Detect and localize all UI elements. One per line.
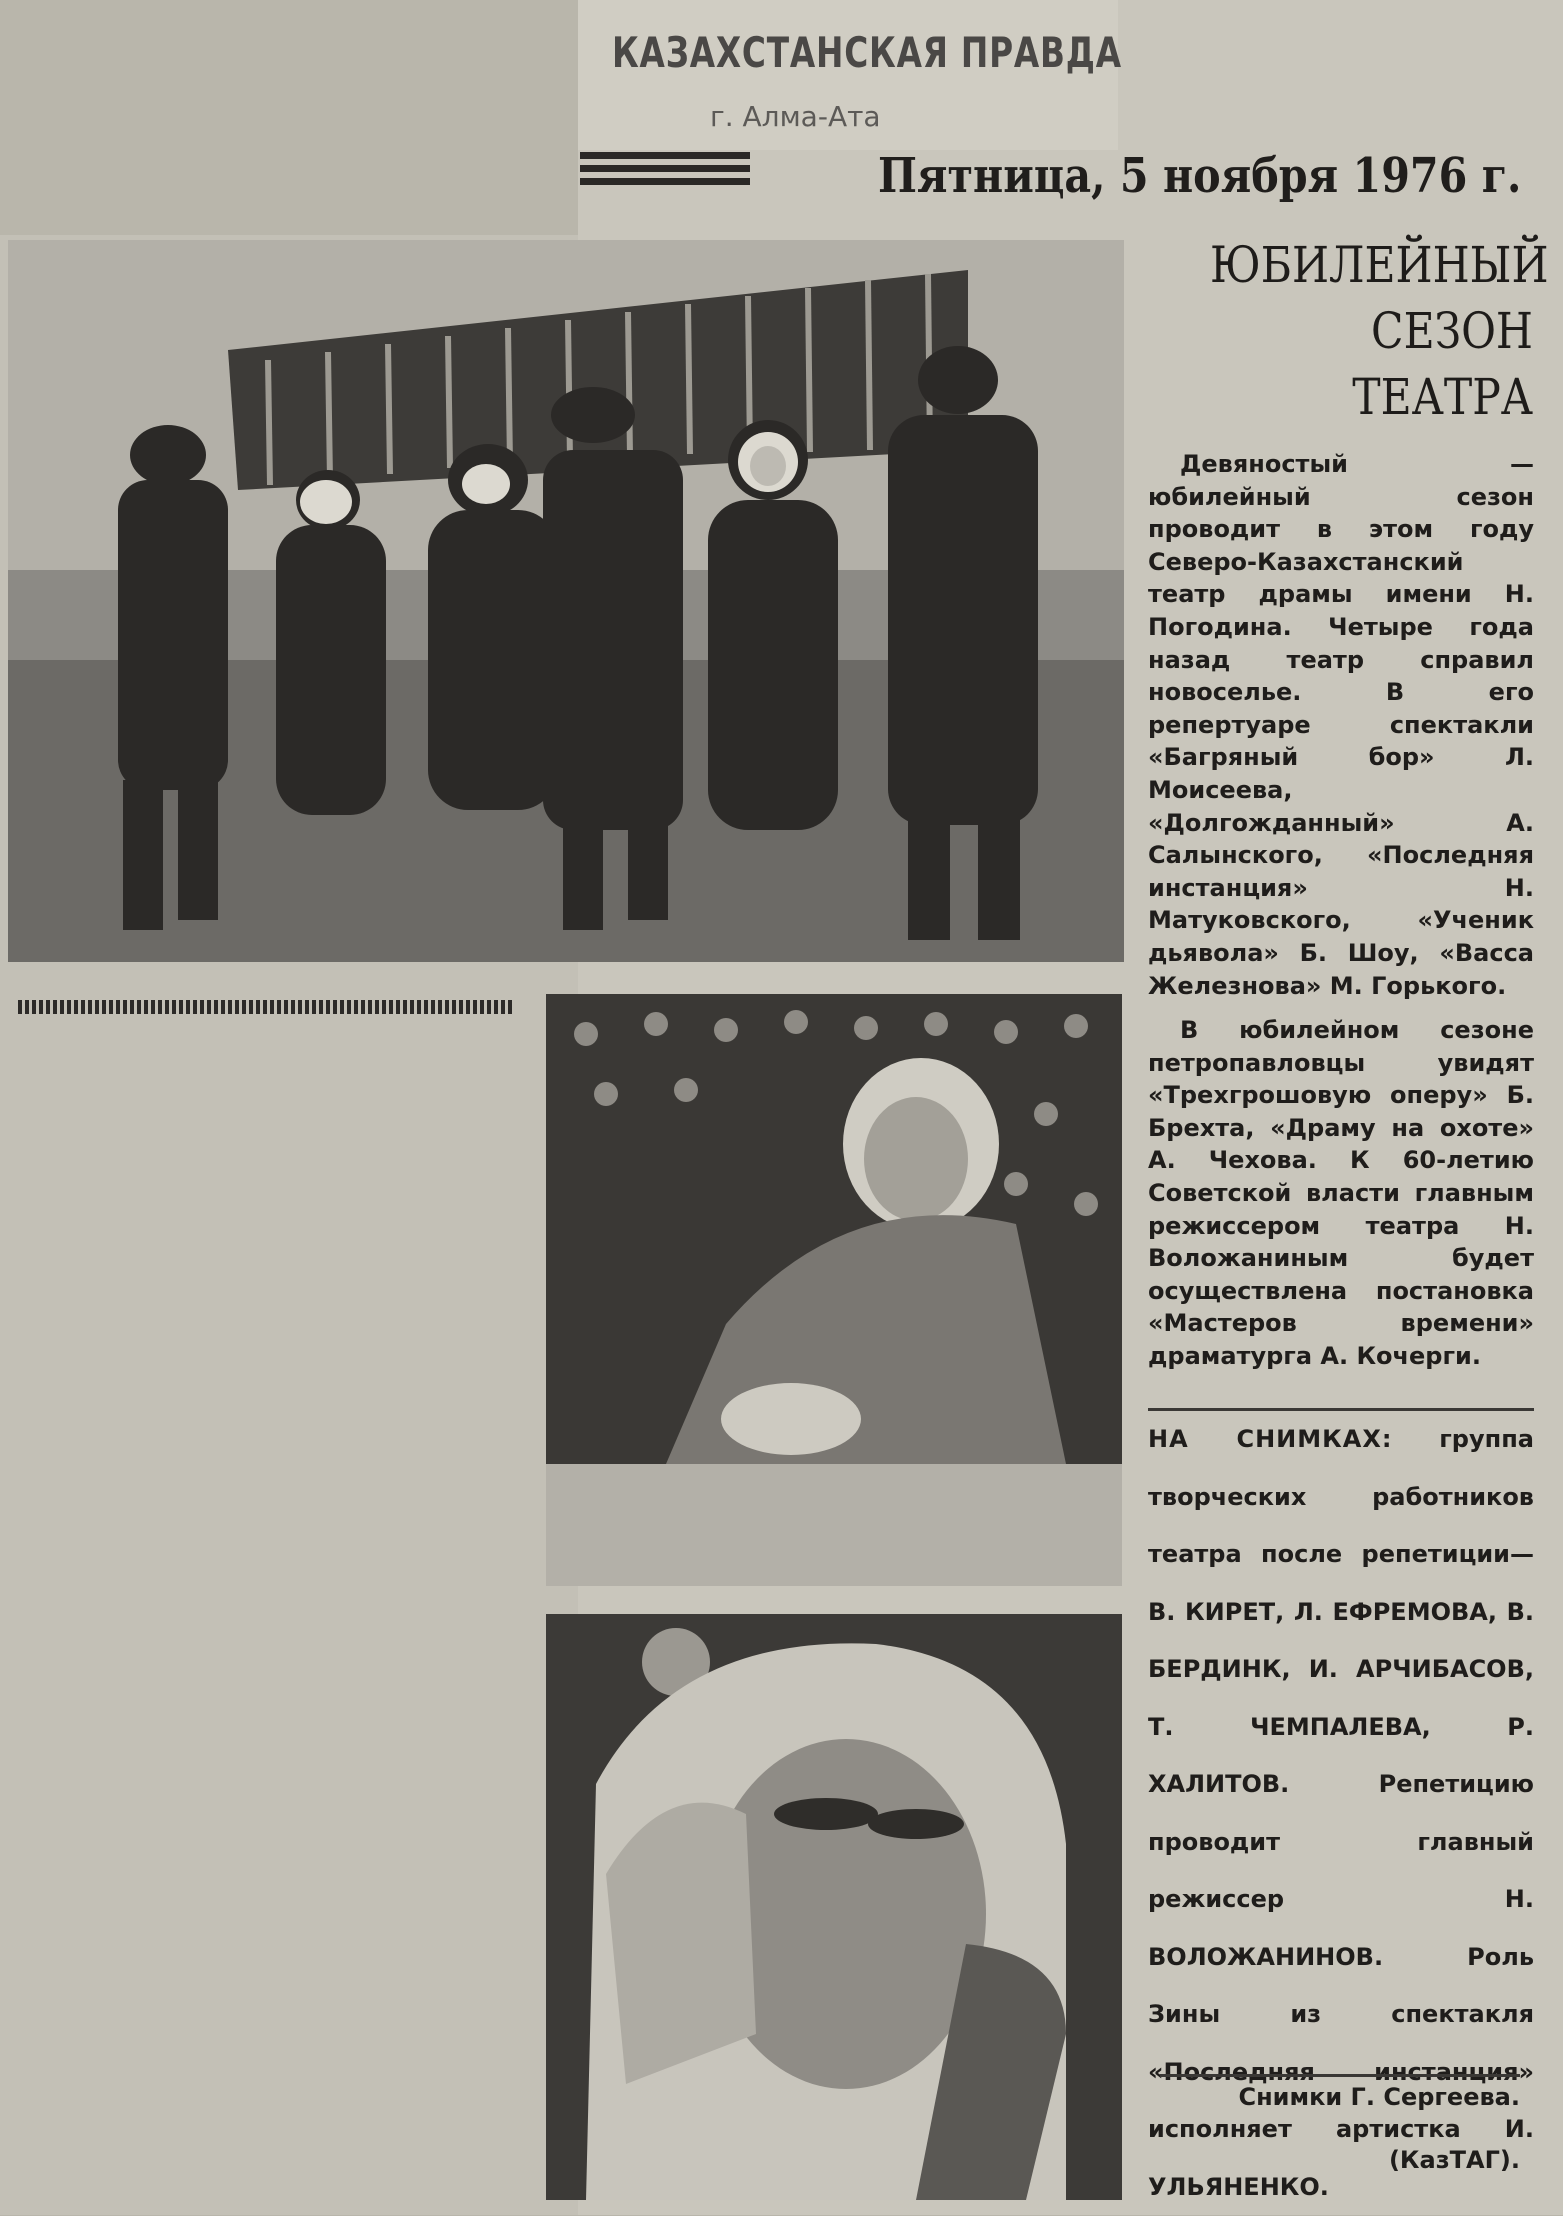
photo-credit: Снимки Г. Сергеева.	[1160, 2074, 1520, 2111]
caption-text: группа творческих работников театра после репетиции— В. КИРЕТ, Л. ЕФРЕМОВА, В. БЕРДИНК, И. АРЧИБАСОВ, Т. ЧЕМПАЛЕВА, Р. ХАЛИТОВ. Репетицию проводит главный режиссер Н. ВОЛОЖАНИНОВ. Роль Зины из спектакля «Последняя инстанция» исполняет артистка И. УЛЬЯНЕНКО.	[1148, 1425, 1534, 2201]
headline-line-1: ЮБИЛЕЙНЫЙ	[1210, 236, 1549, 294]
newspaper-stamp-title: КАЗАХСТАНСКАЯ ПРАВДА	[612, 28, 1122, 77]
photo-group-of-actors	[8, 240, 1124, 962]
photo-perforation-strip	[18, 1000, 512, 1014]
caption-lead: НА СНИМКАХ:	[1148, 1425, 1393, 1453]
headline-line-3: ТЕАТРА	[1352, 368, 1533, 426]
article-headline	[1210, 232, 1549, 430]
headline-line-2: СЕЗОН	[1371, 302, 1533, 360]
photo-director-rehearsal	[546, 994, 1122, 1586]
masthead-rules	[580, 152, 750, 191]
news-agency: (КазТАГ).	[1388, 2146, 1520, 2174]
photo-actress-portrait	[546, 1614, 1122, 2200]
issue-date: Пятница, 5 ноября 1976 г.	[878, 148, 1522, 204]
article-paragraph: В юбилейном сезоне петропавловцы увидят «Трехгрошовую оперу» Б. Брехта, «Драму на охоте» А. Чехова. К 60-летию Советской власти главным режиссером театра Н. Воложаниным будет осуществлена постановка «Мастеров времени» драматурга А. Кочерги.	[1148, 1016, 1534, 1371]
newspaper-stamp-city: г. Алма-Ата	[710, 100, 881, 133]
article-body	[1148, 448, 1534, 1385]
article-paragraph: Девяностый — юбилейный сезон проводит в этом году Северо-Казахстанский театр драмы имени Н. Погодина. Четыре года назад театр справил новоселье. В его репертуаре спектакли «Багряный бор» Л. Моисеева, «Долгожданный» А. Салынского, «Последняя инстанция» Н. Матуковского, «Ученик дьявола» Б. Шоу, «Васса Железнова» М. Горького.	[1148, 450, 1534, 1000]
